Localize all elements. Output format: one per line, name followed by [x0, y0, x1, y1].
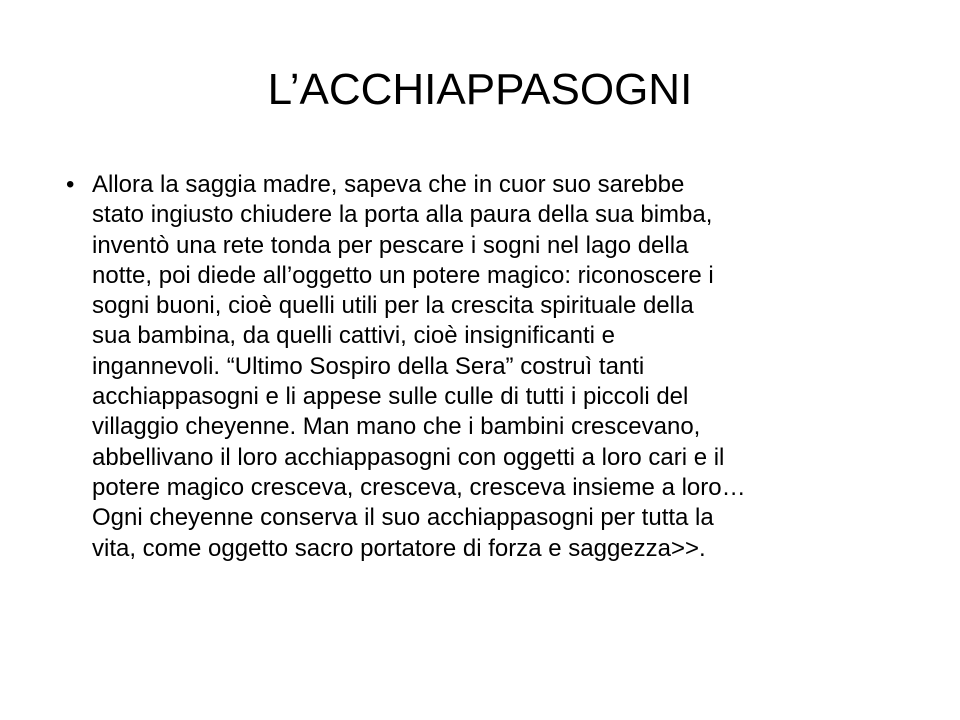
bullet-item — [66, 170, 906, 564]
bullet-paragraph — [92, 170, 906, 564]
paragraph-line: stato ingiusto chiudere la porta alla paura della sua bimba, — [92, 201, 713, 229]
paragraph-line: acchiappasogni e li appese sulle culle di tutti i piccoli del — [92, 383, 689, 411]
paragraph-line: Ogni cheyenne conserva il suo acchiappasogni per tutta la — [92, 504, 714, 532]
paragraph-line: abbellivano il loro acchiappasogni con oggetti a loro cari e il — [92, 443, 725, 471]
paragraph-line: notte, poi diede all’oggetto un potere magico: riconoscere i — [92, 261, 714, 289]
paragraph-line: sua bambina, da quelli cattivi, cioè insignificanti e — [92, 322, 615, 350]
slide-title: L’ACCHIAPPASOGNI — [267, 65, 693, 114]
paragraph-line: Allora la saggia madre, sapeva che in cuor suo sarebbe — [92, 171, 685, 198]
paragraph-line: vita, come oggetto sacro portatore di forza e saggezza>>. — [92, 534, 706, 562]
bullet-list — [66, 170, 906, 564]
bullet-icon: • — [66, 171, 75, 198]
paragraph-line: potere magico cresceva, cresceva, cresceva insieme a loro… — [92, 473, 746, 501]
slide-body — [66, 170, 906, 564]
paragraph-line: ingannevoli. “Ultimo Sospiro della Sera” costruì tanti — [92, 352, 645, 380]
paragraph-line: sogni buoni, cioè quelli utili per la crescita spirituale della — [92, 292, 694, 320]
paragraph-line: villaggio cheyenne. Man mano che i bambini crescevano, — [92, 413, 701, 441]
paragraph-line: inventò una rete tonda per pescare i sogni nel lago della — [92, 231, 689, 259]
